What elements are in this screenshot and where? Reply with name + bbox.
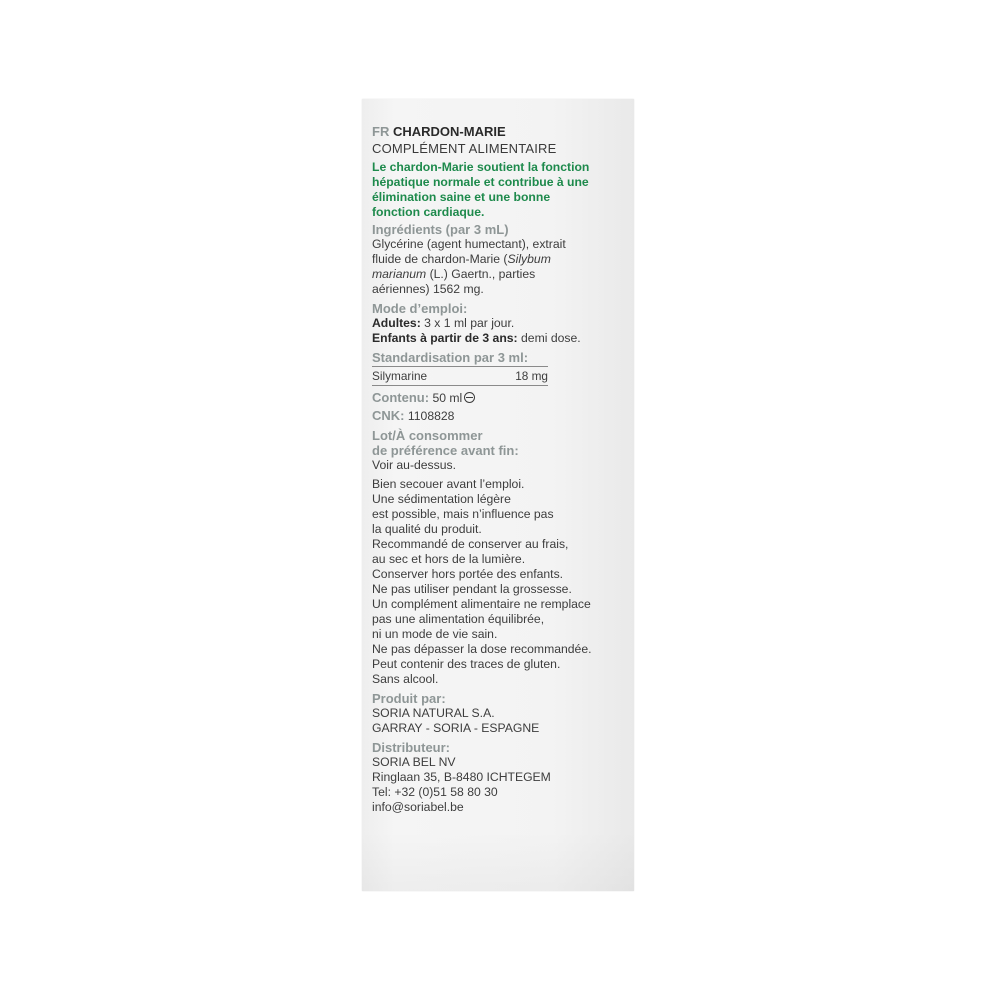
- claim-line: fonction cardiaque.: [372, 205, 485, 219]
- ingredients-line: [372, 252, 624, 267]
- ingredients-text: fluide de chardon-Marie (: [372, 252, 508, 266]
- lot-section: [372, 428, 624, 473]
- adults-dose: 3 x 1 ml par jour.: [420, 316, 515, 330]
- note-line: Ne pas dépasser la dose recommandée.: [372, 642, 592, 656]
- distributor-phone: Tel: +32 (0)51 58 80 30: [372, 785, 498, 799]
- note-line: la qualité du produit.: [372, 522, 482, 536]
- ingredients-line: Glycérine (agent humectant), extrait: [372, 237, 566, 251]
- producer-address: GARRAY - SORIA - ESPAGNE: [372, 721, 540, 735]
- health-claim: [372, 160, 624, 220]
- producer-name: SORIA NATURAL S.A.: [372, 706, 495, 720]
- ingredients-text: (L.) Gaertn., parties: [426, 267, 536, 281]
- claim-line: hépatique normale et contribue à une: [372, 175, 589, 189]
- standardisation-section: [372, 350, 624, 386]
- latin-name: marianum: [372, 267, 427, 281]
- lot-heading: de préférence avant fin:: [372, 443, 519, 458]
- distributor-section: [372, 740, 624, 815]
- note-line: Une sédimentation légère: [372, 492, 511, 506]
- distributor-heading: Distributeur:: [372, 740, 450, 755]
- producer-heading: Produit par:: [372, 691, 446, 706]
- cnk-row: [372, 408, 624, 424]
- producer-section: [372, 691, 624, 736]
- cnk-label: CNK:: [372, 408, 405, 423]
- standardisation-table: [372, 366, 548, 386]
- product-name: CHARDON-MARIE: [392, 124, 506, 139]
- note-line: Bien secouer avant l’emploi.: [372, 477, 525, 491]
- note-line: ni un mode de vie sain.: [372, 627, 498, 641]
- standardisation-name: Silymarine: [372, 369, 428, 383]
- estimated-sign-icon: [464, 392, 475, 403]
- ingredients-heading: Ingrédients (par 3 mL): [372, 222, 509, 237]
- note-line: Peut contenir des traces de gluten.: [372, 657, 561, 671]
- label-content: [372, 123, 624, 815]
- ingredients-line: [372, 267, 624, 282]
- content-value: 50 ml: [432, 391, 463, 405]
- usage-section: [372, 301, 624, 346]
- language-code: FR: [372, 124, 390, 139]
- note-line: pas une alimentation équilibrée,: [372, 612, 545, 626]
- adults-label: Adultes:: [372, 316, 421, 330]
- distributor-address: Ringlaan 35, B-8480 ICHTEGEM: [372, 770, 551, 784]
- usage-heading: Mode d’emploi:: [372, 301, 468, 316]
- standardisation-amount: 18 mg: [515, 369, 548, 383]
- notes-section: [372, 477, 624, 687]
- ingredients-section: [372, 222, 624, 297]
- content-row: [372, 390, 624, 406]
- cnk-value: 1108828: [407, 409, 455, 423]
- note-line: au sec et hors de la lumière.: [372, 552, 526, 566]
- note-line: Recommandé de conserver au frais,: [372, 537, 569, 551]
- children-label: Enfants à partir de 3 ans:: [372, 331, 518, 345]
- product-box-side-panel: [362, 99, 634, 891]
- product-title: [372, 123, 624, 140]
- usage-children: [372, 331, 624, 346]
- product-subtitle: COMPLÉMENT ALIMENTAIRE: [372, 141, 557, 156]
- content-label: Contenu:: [372, 390, 430, 405]
- standardisation-heading: Standardisation par 3 ml:: [372, 350, 529, 365]
- note-line: Conserver hors portée des enfants.: [372, 567, 564, 581]
- note-line: Sans alcool.: [372, 672, 439, 686]
- children-dose: demi dose.: [517, 331, 581, 345]
- claim-line: élimination saine et une bonne: [372, 190, 551, 204]
- lot-heading: Lot/À consommer: [372, 428, 483, 443]
- note-line: Ne pas utiliser pendant la grossesse.: [372, 582, 572, 596]
- lot-text: Voir au-dessus.: [372, 458, 457, 472]
- claim-line: Le chardon-Marie soutient la fonction: [372, 160, 590, 174]
- distributor-email: info@soriabel.be: [372, 800, 464, 814]
- note-line: Un complément alimentaire ne remplace: [372, 597, 591, 611]
- ingredients-line: aériennes) 1562 mg.: [372, 282, 484, 296]
- latin-name: Silybum: [507, 252, 551, 266]
- note-line: est possible, mais n’influence pas: [372, 507, 554, 521]
- distributor-name: SORIA BEL NV: [372, 755, 456, 769]
- usage-adults: [372, 316, 624, 331]
